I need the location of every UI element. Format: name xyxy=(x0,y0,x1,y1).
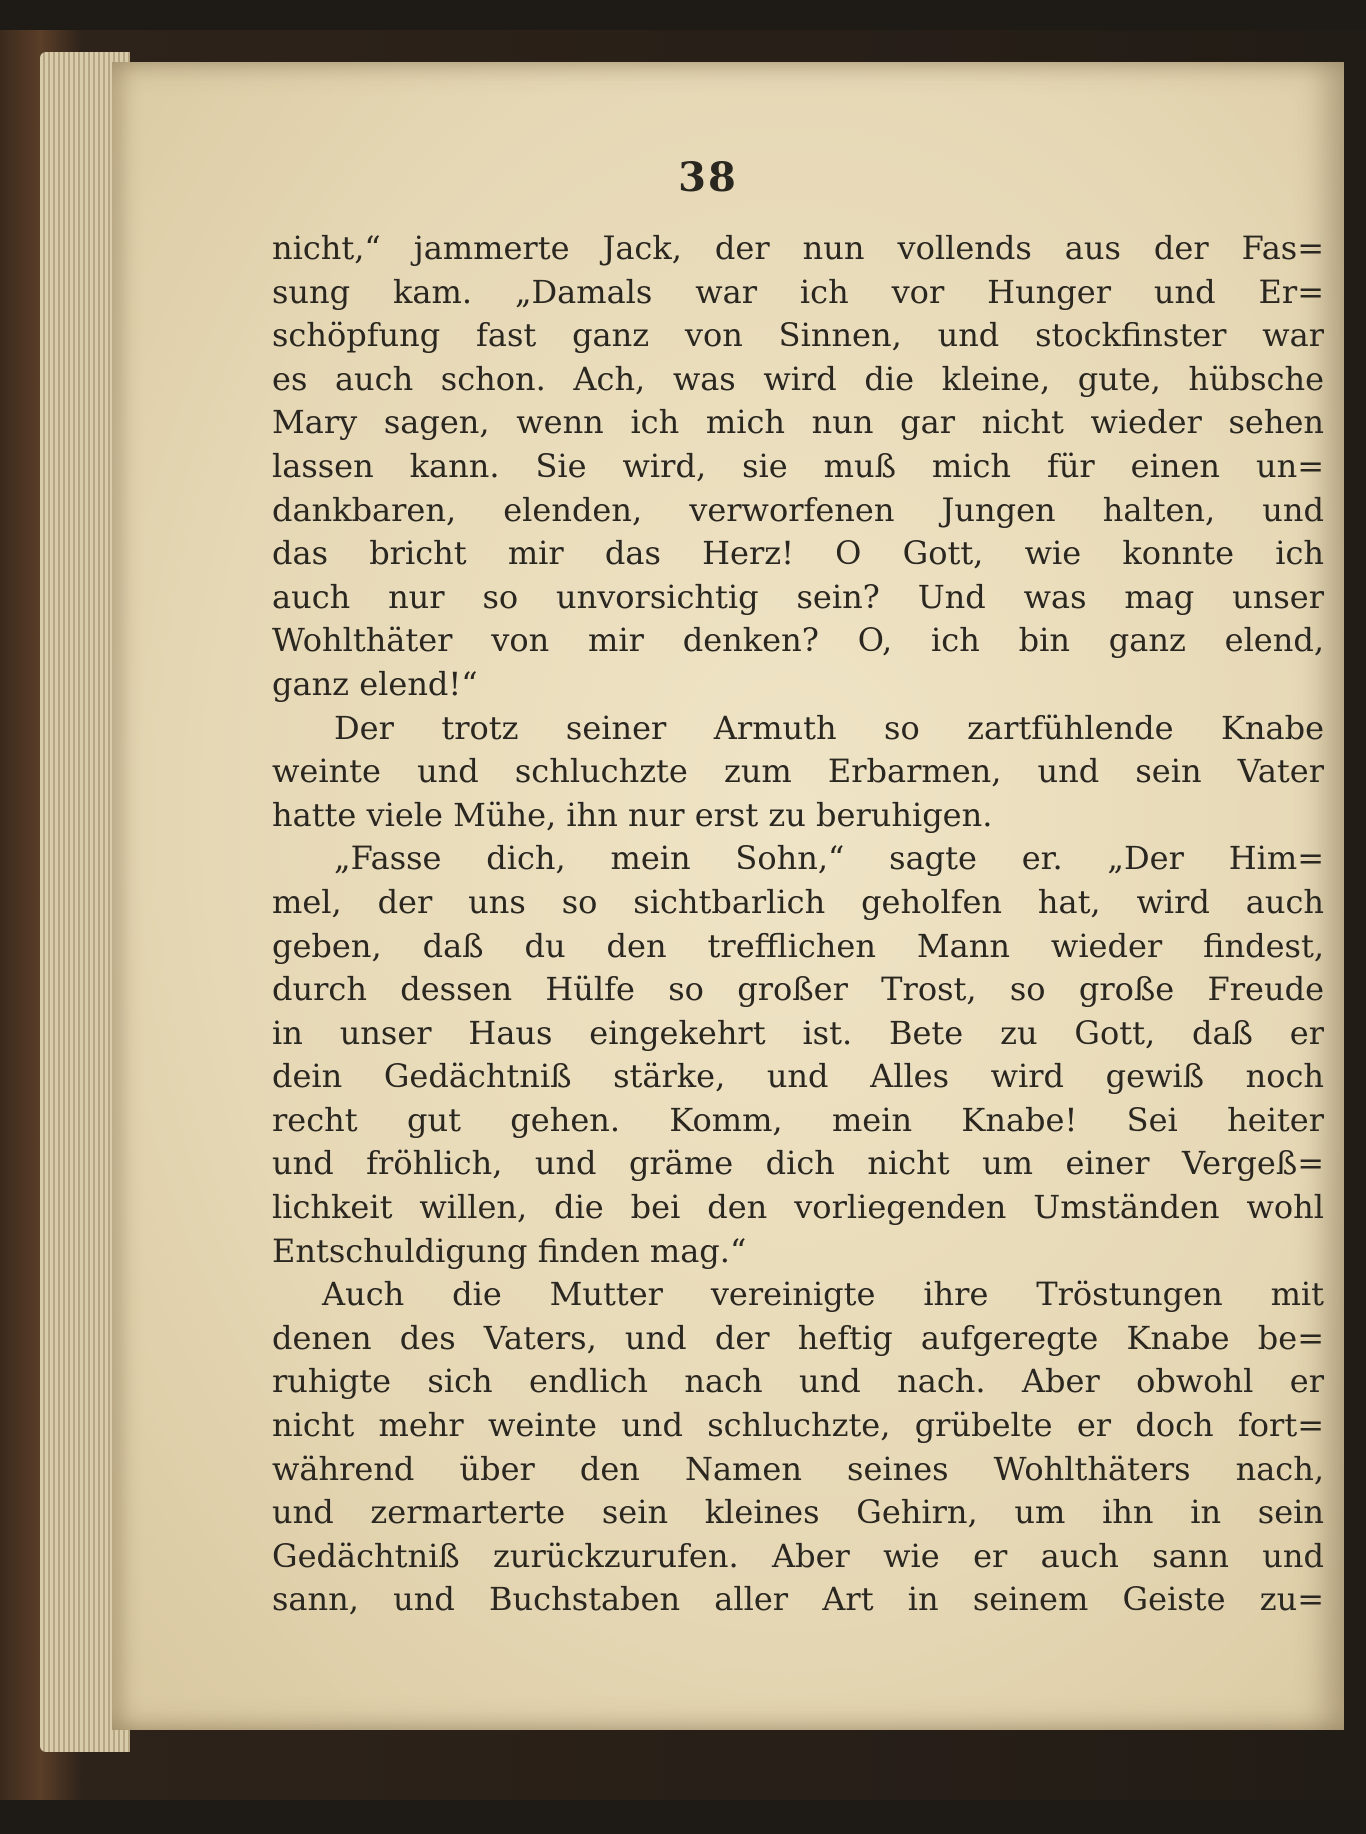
text-line: lichkeit willen, die bei den vorliegenden Umständen wohl xyxy=(272,1188,1324,1227)
text-line: ganz elend!“ xyxy=(272,664,478,703)
text-line: hatte viele Mühe, ihn nur erst zu beruhigen. xyxy=(272,795,993,834)
text-line: schöpfung fast ganz von Sinnen, und stockfinster war xyxy=(272,316,1324,355)
text-line: das bricht mir das Herz! O Gott, wie konnte ich xyxy=(272,534,1324,573)
text-line: nicht,“ jammerte Jack, der nun vollends aus der Fas= xyxy=(272,229,1324,267)
page-number: 38 xyxy=(678,154,738,201)
text-line: in unser Haus eingekehrt ist. Bete zu Gott, daß er xyxy=(272,1013,1324,1052)
text-line: lassen kann. Sie wird, sie muß mich für einen un= xyxy=(272,446,1324,485)
text-line: durch dessen Hülfe so großer Trost, so große Freude xyxy=(272,970,1324,1009)
text-line: auch nur so unvorsichtig sein? Und was mag unser xyxy=(272,577,1324,616)
text-line: ruhigte sich endlich nach und nach. Aber obwohl er xyxy=(272,1362,1324,1401)
text-line: nicht mehr weinte und schluchzte, grübelte er doch fort= xyxy=(272,1406,1324,1445)
book-page xyxy=(112,62,1344,1730)
text-line: dein Gedächtniß stärke, und Alles wird gewiß noch xyxy=(272,1057,1324,1096)
text-line: Auch die Mutter vereinigte ihre Tröstungen mit xyxy=(322,1275,1324,1314)
text-line: „Fasse dich, mein Sohn,“ sagte er. „Der Him= xyxy=(334,839,1324,878)
text-line: während über den Namen seines Wohlthäters nach, xyxy=(272,1449,1324,1488)
text-line: sung kam. „Damals war ich vor Hunger und Er= xyxy=(272,272,1324,311)
text-line: recht gut gehen. Komm, mein Knabe! Sei heiter xyxy=(272,1100,1324,1139)
text-line: Der trotz seiner Armuth so zartfühlende Knabe xyxy=(334,708,1324,747)
text-line: weinte und schluchzte zum Erbarmen, und sein Vater xyxy=(272,752,1324,791)
text-line: Gedächtniß zurückzurufen. Aber wie er auch sann und xyxy=(272,1536,1324,1575)
text-line: Mary sagen, wenn ich mich nun gar nicht wieder sehen xyxy=(272,403,1324,442)
text-line: und fröhlich, und gräme dich nicht um einer Vergeß= xyxy=(272,1144,1324,1183)
text-line: es auch schon. Ach, was wird die kleine, gute, hübsche xyxy=(272,359,1324,398)
page-text xyxy=(272,227,1324,1622)
text-line: sann, und Buchstaben aller Art in seinem Geiste zu= xyxy=(272,1580,1324,1619)
text-line: und zermarterte sein kleines Gehirn, um ihn in sein xyxy=(272,1493,1324,1532)
text-line: geben, daß du den trefflichen Mann wieder findest, xyxy=(272,926,1324,965)
text-line: denen des Vaters, und der heftig aufgeregte Knabe be= xyxy=(272,1318,1324,1357)
text-line: Wohlthäter von mir denken? O, ich bin ganz elend, xyxy=(272,621,1324,660)
text-line: Entschuldigung finden mag.“ xyxy=(272,1231,747,1270)
text-line: mel, der uns so sichtbarlich geholfen hat, wird auch xyxy=(272,882,1324,921)
text-line: dankbaren, elenden, verworfenen Jungen halten, und xyxy=(272,490,1324,529)
